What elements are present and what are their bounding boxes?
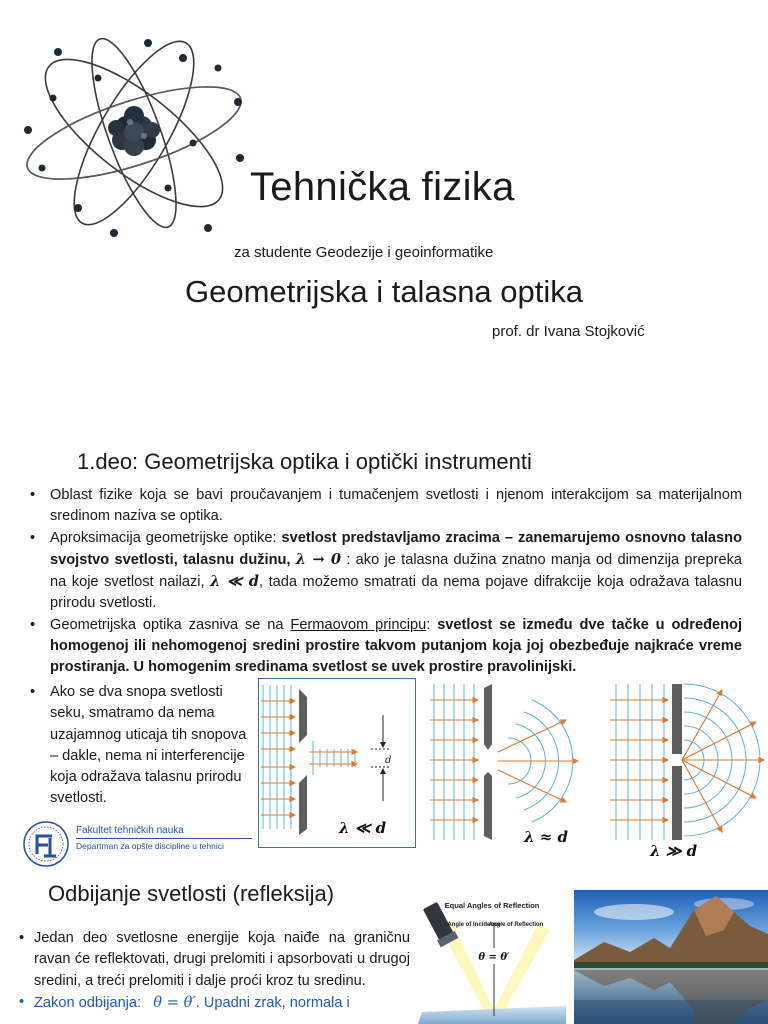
- bullet-item-law-of-reflection: • Zakon odbijanja: θ = θ′. Upadni zrak, normala i: [18, 992, 410, 1014]
- bullet-item: • Oblast fizike koja se bavi proučavanjem i tumačenjem svetlosti i njenom interakcijom sa materijalnom sredinom naziva se optika.: [30, 487, 742, 525]
- reflection-bullet-list: [18, 928, 410, 1014]
- bullet-dot: •: [30, 529, 36, 546]
- diagram-large-wavelength: [606, 680, 768, 858]
- topic-title: Geometrijska i talasna optika: [184, 274, 584, 309]
- author: prof. dr Ivana Stojković: [492, 323, 645, 340]
- subtitle: za studente Geodezije i geoinformatike: [234, 244, 494, 261]
- mountain-lake-photo: [574, 890, 768, 1024]
- diagram-small-wavelength-svg: [259, 679, 415, 847]
- reflection-formula: θ = θ′: [478, 952, 510, 963]
- diagram-caption-equal: λ ≈ d: [524, 828, 569, 846]
- bullet-list: [24, 485, 742, 679]
- diagram-dimension-label: d: [385, 755, 392, 766]
- bullet-item: • Geometrijska optika zasniva se na Fermaovom principu: svetlost se između dve tačke u određenoj homogenoj ili nehomogenoj sredini prostire takvom putanjom koja joj obezbeđuje najkraće vreme prostiranja. U homogenim sredinama svetlost se uvek prostire pravolinijski.: [30, 616, 743, 676]
- bullet-dot: •: [30, 684, 36, 700]
- department-name: Departman za opšte discipline u tehnici: [76, 841, 224, 851]
- atom-illustration: [18, 38, 250, 248]
- faculty-name: Fakultet tehničkih nauka: [76, 825, 184, 836]
- bullet-item: • Aproksimacija geometrijske optike: svetlost predstavljamo zracima – zanemarujemo osnovno talasno svojstvo svetlosti, talasnu dužinu, λ → 0 : ako je talasna dužina znatno manja od dimenzija prepreka na koje svetlost nailazi, λ ≪ d, tada možemo smatrati da nema pojave difrakcije koja odražava talasnu prirodu svetlosti.: [30, 529, 742, 612]
- section-heading-geometric-optics: 1.deo: Geometrijska optika i optički instrumenti: [77, 449, 532, 474]
- faculty-divider: [76, 838, 252, 839]
- side-bullet-list: [24, 682, 250, 810]
- angle-of-reflection-label: Angle of Reflection: [488, 922, 544, 928]
- bullet-dot: •: [19, 993, 25, 1010]
- faculty-logo: [22, 820, 70, 868]
- diagram-caption-large: λ ≫ d: [650, 842, 698, 858]
- bullet-dot: •: [30, 487, 36, 503]
- page-title: Tehnička fizika: [250, 165, 515, 209]
- angle-of-incidence-label: Angle of Incidence: [447, 922, 501, 928]
- bullet-item: • Jedan deo svetlosne energije koja naiđe na graničnu ravan će reflektovati, drugi prelomiti i apsorbovati u drugoj sredini, a treći prelomiti i dalje proći kroz tu sredinu.: [19, 930, 410, 989]
- diagram-caption-small: λ ≪ d: [339, 819, 387, 837]
- formula-lambda-zero: λ → 0: [295, 550, 342, 568]
- bullet-dot: •: [19, 930, 25, 946]
- formula-lambda-much-less-d: λ ≪ d: [210, 573, 259, 591]
- bullet-dot: •: [30, 616, 36, 633]
- fermat-principle-term: Fermaovom principu: [290, 616, 427, 633]
- section-heading-reflection: Odbijanje svetlosti (refleksija): [48, 881, 335, 906]
- formula-reflection: θ = θ′: [153, 993, 196, 1011]
- bullet-item: • Ako se dva snopa svetlosti seku, smatramo da nema uzajamnog uticaja tih snopova – dakle, nema ni interferencije koja odražava talasnu prirodu svetlosti.: [30, 684, 247, 807]
- diagram-small-wavelength: [258, 678, 416, 848]
- reflection-diagram: [418, 896, 566, 1024]
- reflection-diagram-title: Equal Angles of Reflection: [444, 901, 540, 910]
- diagram-equal-wavelength: [426, 680, 598, 850]
